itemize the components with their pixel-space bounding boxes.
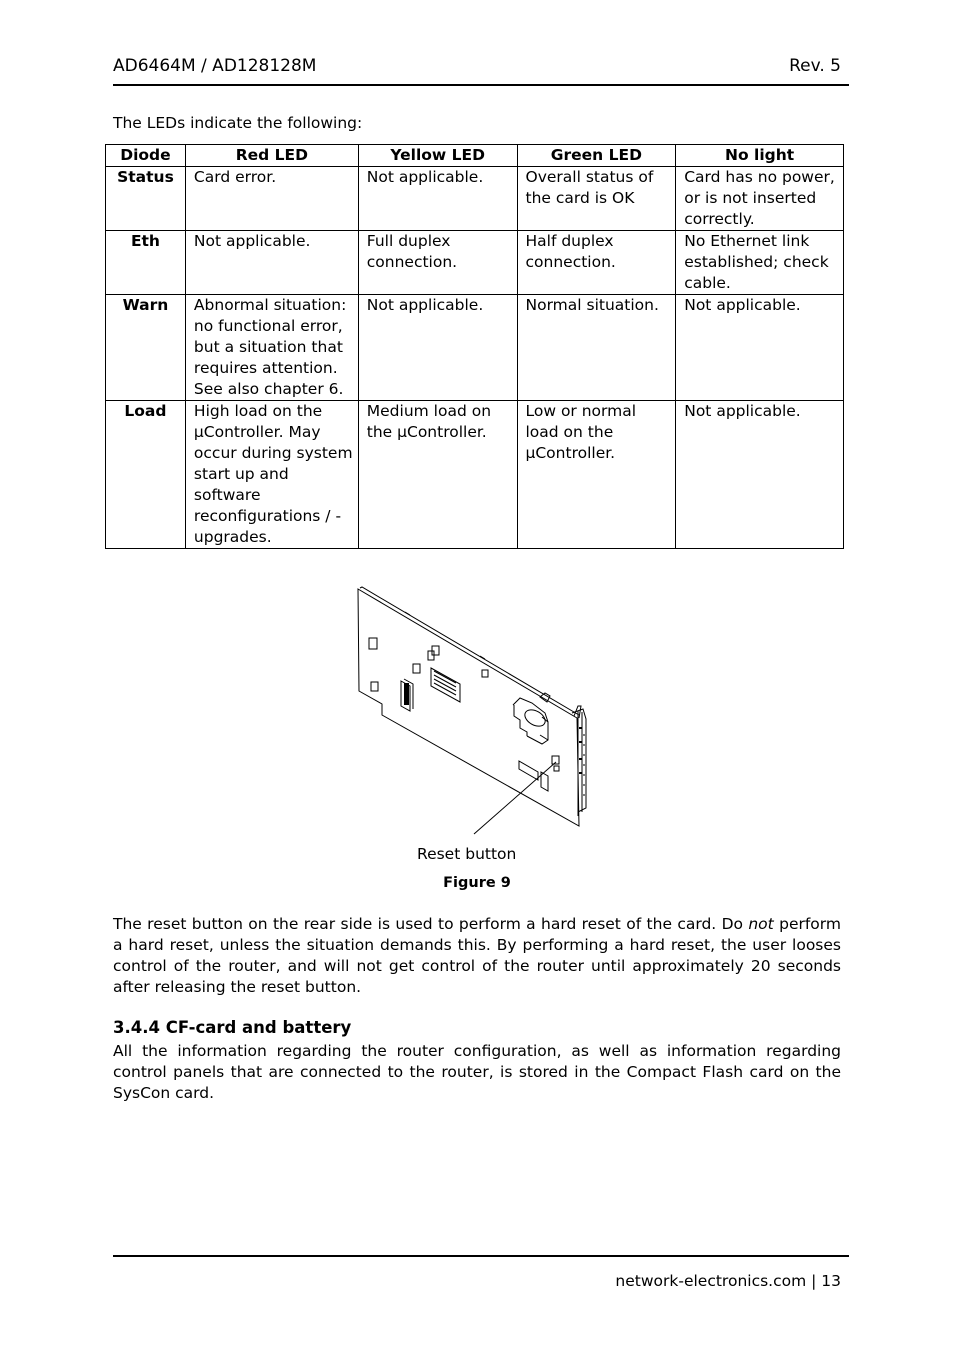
table-row — [106, 231, 844, 295]
footer-divider — [113, 1255, 849, 1257]
revision-label: Rev. 5 — [789, 56, 841, 76]
red-cell: High load on the µController. May occur during system start up and software reconfigurations / -upgrades. — [185, 401, 358, 549]
page-footer: network-electronics.com | 13 — [615, 1272, 841, 1290]
green-cell: Normal situation. — [517, 295, 676, 401]
section-heading: 3.4.4 CF-card and battery — [113, 1018, 352, 1037]
yellow-cell: Not applicable. — [358, 295, 517, 401]
table-intro: The LEDs indicate the following: — [113, 114, 363, 132]
green-cell: Low or normal load on the µController. — [517, 401, 676, 549]
table-row — [106, 167, 844, 231]
yellow-cell: Full duplex connection. — [358, 231, 517, 295]
column-header-green: Green LED — [517, 145, 676, 167]
column-header-none: No light — [676, 145, 844, 167]
reset-paragraph — [113, 914, 841, 998]
diode-cell: Eth — [106, 231, 186, 295]
no-light-cell: Card has no power, or is not inserted correctly. — [676, 167, 844, 231]
yellow-cell: Medium load on the µController. — [358, 401, 517, 549]
section-body: All the information regarding the router configuration, as well as information regarding control panels that are connected to the router, is stored in the Compact Flash card on the SysCon card. — [113, 1042, 841, 1102]
column-header-red: Red LED — [185, 145, 358, 167]
table-header-row — [106, 145, 844, 167]
emphasis-not: not — [748, 915, 774, 933]
green-cell: Overall status of the card is OK — [517, 167, 676, 231]
column-header-yellow: Yellow LED — [358, 145, 517, 167]
diode-cell: Status — [106, 167, 186, 231]
led-table — [105, 144, 844, 549]
red-cell: Abnormal situation: no functional error, but a situation that requires attention. See also chapter 6. — [185, 295, 358, 401]
page-header — [113, 56, 849, 86]
no-light-cell: No Ethernet link established; check cable. — [676, 231, 844, 295]
diode-cell: Warn — [106, 295, 186, 401]
column-header-diode: Diode — [106, 145, 186, 167]
green-cell: Half duplex connection. — [517, 231, 676, 295]
red-cell: Not applicable. — [185, 231, 358, 295]
table-row — [106, 295, 844, 401]
table-row — [106, 401, 844, 549]
no-light-cell: Not applicable. — [676, 401, 844, 549]
yellow-cell: Not applicable. — [358, 167, 517, 231]
reset-text-start: The reset button on the rear side is used to perform a hard reset of the card. Do — [113, 915, 749, 933]
syscon-card-illustration — [340, 582, 600, 842]
red-cell: Card error. — [185, 167, 358, 231]
figure-caption: Figure 9 — [443, 875, 511, 891]
diode-cell: Load — [106, 401, 186, 549]
reset-button-callout: Reset button — [417, 845, 517, 863]
no-light-cell: Not applicable. — [676, 295, 844, 401]
reset-text-end: perform a hard reset, unless the situation demands this. By performing a hard reset, the user looses control of the router, and will not get control of the router until approximately 20 seconds after releasing the reset button. — [113, 915, 841, 996]
document-title: AD6464M / AD128128M — [113, 56, 317, 76]
